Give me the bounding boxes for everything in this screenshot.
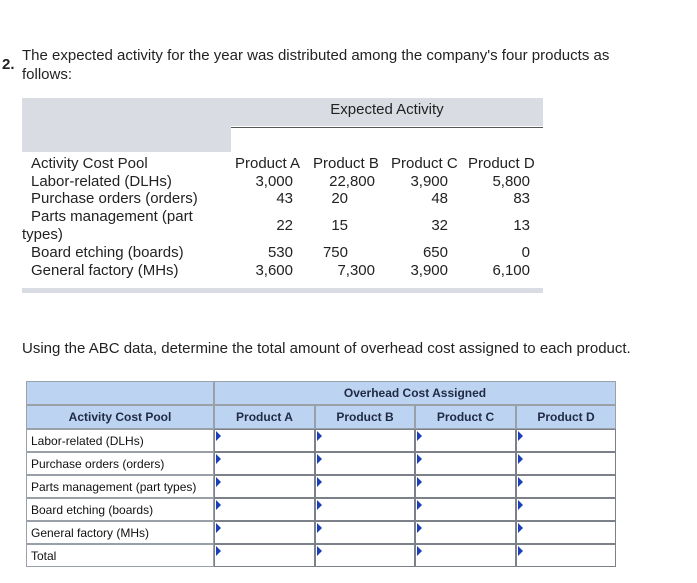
row-label: Board etching (boards)	[31, 244, 184, 261]
given-row	[22, 262, 543, 280]
value-c: 650	[422, 244, 448, 261]
header-blank-cell	[26, 381, 214, 405]
row-label-5: Total	[26, 544, 214, 567]
value-d: 83	[513, 190, 530, 207]
answer-input-c-5[interactable]	[415, 544, 516, 567]
given-row	[22, 244, 543, 262]
row-label-3: Board etching (boards)	[26, 498, 214, 521]
value-a: 3,600	[255, 262, 293, 279]
value-b: 22,800	[329, 173, 375, 190]
row-label-1: Purchase orders (orders)	[26, 452, 214, 475]
answer-input-d-1[interactable]	[516, 452, 616, 475]
value-b: 20	[331, 190, 348, 207]
answer-input-c-3[interactable]	[415, 498, 516, 521]
expected-activity-heading: Expected Activity	[330, 101, 444, 118]
question-text: The expected activity for the year was distributed among the company's four products as follows:	[22, 47, 610, 83]
row-label-4: General factory (MHs)	[26, 521, 214, 544]
answer-input-d-4[interactable]	[516, 521, 616, 544]
product-c-column-header: Product C	[415, 405, 516, 429]
answer-input-b-1[interactable]	[315, 452, 415, 475]
answer-input-a-5[interactable]	[214, 544, 315, 567]
value-d: 13	[513, 217, 530, 234]
product-b-column-header: Product B	[315, 405, 415, 429]
value-a: 3,000	[255, 173, 293, 190]
value-c: 48	[431, 190, 448, 207]
answer-input-b-2[interactable]	[315, 475, 415, 498]
row-label: Parts management (part	[31, 208, 193, 225]
row-label-0: Labor-related (DLHs)	[26, 429, 214, 452]
answer-input-c-2[interactable]	[415, 475, 516, 498]
overhead-cost-assigned-heading: Overhead Cost Assigned	[214, 381, 616, 405]
value-d: 6,100	[492, 262, 530, 279]
pool-column-header: Activity Cost Pool	[31, 155, 148, 172]
answer-input-c-0[interactable]	[415, 429, 516, 452]
row-label: Labor-related (DLHs)	[31, 173, 172, 190]
value-b: 750	[322, 244, 348, 261]
answer-input-d-3[interactable]	[516, 498, 616, 521]
product-a-header: Product A	[235, 155, 301, 172]
answer-input-a-3[interactable]	[214, 498, 315, 521]
answer-input-a-4[interactable]	[214, 521, 315, 544]
question-number: 2.	[2, 56, 15, 73]
product-d-column-header: Product D	[516, 405, 616, 429]
given-row	[22, 190, 543, 208]
value-c: 32	[431, 217, 448, 234]
value-d: 0	[521, 244, 530, 261]
heading-underline	[231, 127, 543, 128]
expected-activity-table	[22, 98, 543, 294]
row-label: Purchase orders (orders)	[31, 190, 198, 207]
value-c: 3,900	[410, 173, 448, 190]
value-d: 5,800	[492, 173, 530, 190]
value-b: 15	[331, 217, 348, 234]
given-row	[22, 173, 543, 191]
instruction-text: Using the ABC data, determine the total amount of overhead cost assigned to each product.	[22, 340, 631, 357]
value-a: 43	[276, 190, 293, 207]
answer-input-d-2[interactable]	[516, 475, 616, 498]
value-c: 3,900	[410, 262, 448, 279]
product-d-header: Product D	[468, 155, 535, 172]
activity-cost-pool-header: Activity Cost Pool	[26, 405, 214, 429]
given-row	[22, 208, 543, 244]
value-a: 22	[276, 217, 293, 234]
answer-input-b-0[interactable]	[315, 429, 415, 452]
row-label-2: Parts management (part types)	[26, 475, 214, 498]
answer-input-c-1[interactable]	[415, 452, 516, 475]
value-a: 530	[267, 244, 293, 261]
answer-input-d-5[interactable]	[516, 544, 616, 567]
product-c-header: Product C	[391, 155, 458, 172]
row-label-continued: types)	[22, 226, 63, 243]
product-b-header: Product B	[313, 155, 379, 172]
answer-input-b-3[interactable]	[315, 498, 415, 521]
answer-input-b-5[interactable]	[315, 544, 415, 567]
answer-input-a-2[interactable]	[214, 475, 315, 498]
answer-input-d-0[interactable]	[516, 429, 616, 452]
row-label: General factory (MHs)	[31, 262, 179, 279]
product-a-column-header: Product A	[214, 405, 315, 429]
answer-input-a-0[interactable]	[214, 429, 315, 452]
answer-input-b-4[interactable]	[315, 521, 415, 544]
answer-input-a-1[interactable]	[214, 452, 315, 475]
footer-band	[22, 288, 543, 293]
value-b: 7,300	[337, 262, 375, 279]
answer-input-c-4[interactable]	[415, 521, 516, 544]
